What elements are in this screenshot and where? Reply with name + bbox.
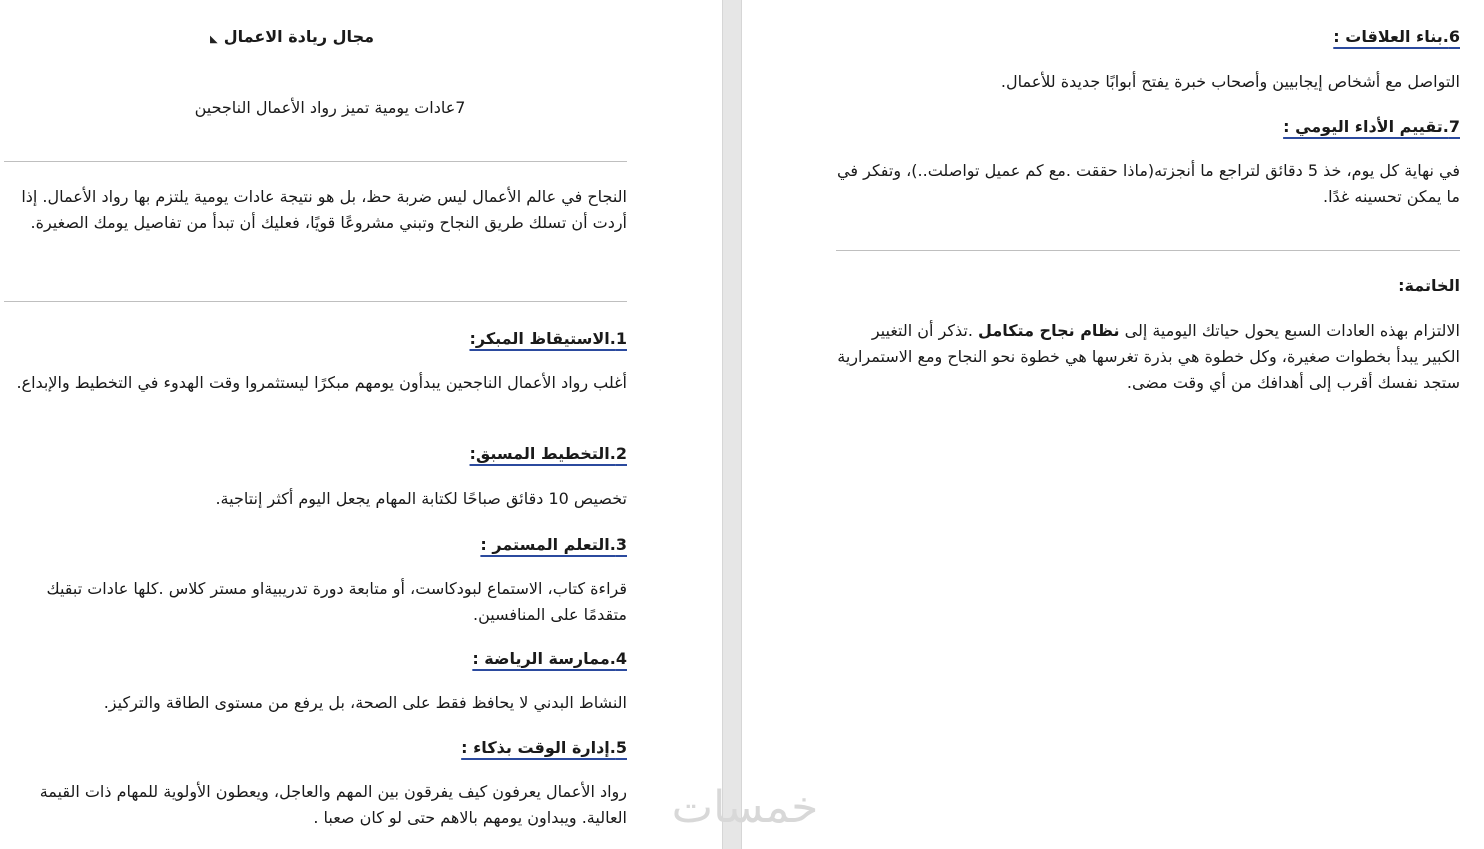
habit-6-title — [1042, 24, 1460, 50]
habit-5-body: رواد الأعمال يعرفون كيف يفرقون بين المهم والعاجل، ويعطون الأولوية للمهام ذات القيمة العالية. ويبداون يومهم بالاهم حتى لو كان صعبا . — [39, 782, 627, 827]
habit-3-title — [300, 532, 627, 558]
habit-7-title — [1042, 114, 1460, 140]
document-subtitle: 7عادات يومية تميز رواد الأعمال الناجحين — [194, 98, 466, 117]
intro-paragraph: النجاح في عالم الأعمال ليس ضربة حظ، بل هو نتيجة عادات يومية يلتزم بها رواد الأعمال. إذا أردت أن تسلك طريق النجاح وتبني مشروعًا قويًا، فعليك أن تبدأ من تفاصيل يومك الصغيرة. — [21, 187, 627, 232]
horizontal-rule — [836, 250, 1460, 251]
habit-title-text: 1.الاستيقاظ المبكر: — [469, 329, 627, 348]
habit-title-text: 5.إدارة الوقت بذكاء : — [461, 738, 627, 757]
page-gap — [722, 0, 742, 849]
conclusion-text: الالتزام بهذه العادات السبع يحول حياتك اليومية إلى — [1119, 321, 1460, 340]
horizontal-rule — [4, 301, 627, 302]
habit-title-text: 4.ممارسة الرياضة : — [472, 649, 627, 668]
section-heading — [180, 24, 404, 53]
watermark-logo: خمسات — [671, 782, 819, 833]
conclusion-title: الخاتمة: — [1398, 276, 1460, 295]
conclusion-paragraph — [836, 318, 1460, 396]
habit-title-text: 7.تقييم الأداء اليومي : — [1283, 117, 1460, 136]
document-page-right — [742, 0, 1484, 849]
habit-4-body: النشاط البدني لا يحافظ فقط على الصحة، بل يرفع من مستوى الطاقة والتركيز. — [103, 693, 627, 712]
conclusion-bold-text: نظام نجاح متكامل — [978, 321, 1120, 340]
habit-5-title — [300, 735, 627, 761]
habit-2-body: تخصيص 10 دقائق صباحًا لكتابة المهام يجعل اليوم أكثر إنتاجية. — [215, 489, 627, 508]
habit-title-text: 2.التخطيط المسبق: — [469, 444, 627, 463]
habit-4-title — [300, 646, 627, 672]
habit-title-text: 6.بناء العلاقات : — [1333, 27, 1460, 46]
habit-2-title — [300, 441, 627, 467]
collapse-triangle-icon[interactable]: ◣ — [210, 34, 218, 45]
habit-1-title — [300, 326, 627, 352]
habit-3-body: قراءة كتاب، الاستماع لبودكاست، أو متابعة دورة تدريبيةاو مستر كلاس .كلها عادات تبقيك متقدمًا على المنافسين. — [46, 579, 627, 624]
conclusion-text: .تذكر أن التغيير الكبير يبدأ بخطوات صغيرة، وكل خطوة هي بذرة تغرسها هي خطوة نحو النجاح ومع الاستمرارية ستجد نفسك أقرب إلى أهدافك من أي وقت مضى. — [837, 321, 1460, 392]
habit-title-text: 3.التعلم المستمر : — [480, 535, 627, 554]
habit-1-body: أغلب رواد الأعمال الناجحين يبدأون يومهم مبكرًا ليستثمروا وقت الهدوء في التخطيط والإبداع. — [16, 373, 627, 392]
document-page-left — [0, 0, 722, 849]
habit-6-body: التواصل مع أشخاص إيجابيين وأصحاب خبرة يفتح أبوابًا جديدة للأعمال. — [1000, 72, 1460, 91]
habit-7-body: في نهاية كل يوم، خذ 5 دقائق لتراجع ما أنجزته(ماذا حققت .مع كم عميل تواصلت..)، وتفكر في ما يمكن تحسينه غدًا. — [837, 161, 1460, 206]
horizontal-rule — [4, 161, 627, 162]
section-heading-text: مجال ريادة الاعمال — [223, 27, 374, 46]
